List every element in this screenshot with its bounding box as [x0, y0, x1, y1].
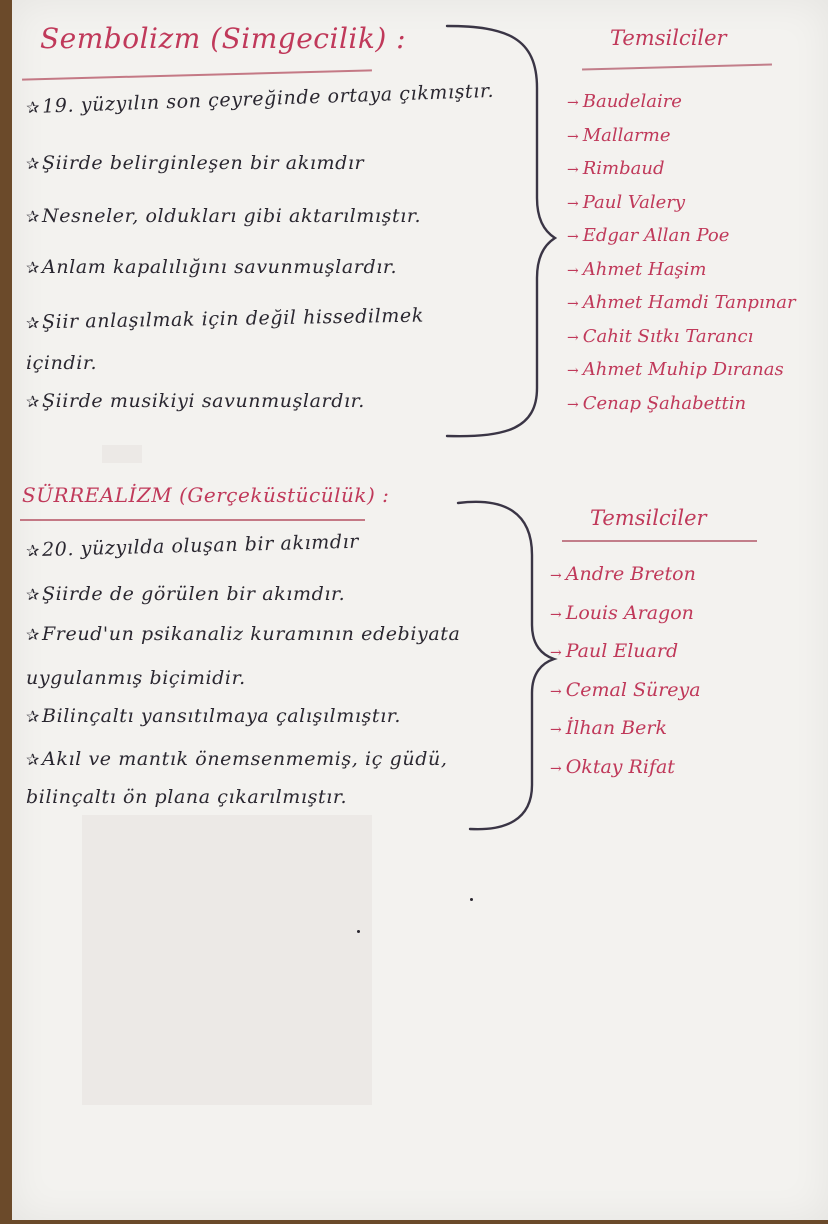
- arrow-right-icon: →: [567, 195, 579, 212]
- star-bullet-icon: ✰: [25, 540, 41, 561]
- star-bullet-icon: ✰: [26, 625, 41, 644]
- arrow-right-icon: →: [550, 722, 562, 738]
- pen-dot: [470, 898, 473, 901]
- symbolism-representatives-underline: [582, 64, 772, 71]
- arrow-right-icon: →: [567, 262, 579, 279]
- arrow-right-icon: →: [550, 683, 562, 700]
- arrow-right-icon: →: [550, 645, 562, 661]
- pen-dot: [357, 930, 360, 933]
- star-bullet-icon: ✰: [26, 707, 41, 726]
- surrealism-title: SÜRREALİZM (Gerçeküstücülük) :: [22, 483, 390, 507]
- surrealism-title-underline: [20, 519, 365, 521]
- surrealism-note: ✰ Freud'un psikanaliz kuramının edebiyata: [26, 623, 461, 645]
- star-bullet-icon: ✰: [26, 750, 41, 769]
- symbolism-curly-brace: [437, 18, 557, 442]
- list-item: → Edgar Allan Poe: [567, 225, 730, 246]
- symbolism-note: ✰ Anlam kapalılığını savunmuşlardır.: [26, 256, 398, 278]
- arrow-right-icon: →: [567, 329, 579, 346]
- star-bullet-icon: ✰: [26, 258, 41, 277]
- symbolism-note: ✰ Şiirde musikiyi savunmuşlardır.: [26, 390, 365, 412]
- list-item: → Paul Eluard: [550, 640, 679, 662]
- star-bullet-icon: ✰: [25, 97, 41, 118]
- list-item: → Paul Valery: [567, 191, 686, 213]
- list-item: → Louis Aragon: [550, 601, 694, 624]
- star-bullet-icon: ✰: [26, 585, 41, 604]
- show-through-block: [102, 445, 142, 463]
- list-item: → Baudelaire: [567, 91, 682, 112]
- arrow-right-icon: →: [567, 162, 579, 178]
- star-bullet-icon: ✰: [26, 392, 41, 411]
- symbolism-representatives-list: [567, 86, 796, 421]
- arrow-right-icon: →: [567, 363, 579, 379]
- surrealism-representatives-heading: Temsilciler: [590, 506, 707, 530]
- surrealism-note-continuation: uygulanmış biçimidir.: [26, 667, 246, 689]
- star-bullet-icon: ✰: [26, 154, 41, 173]
- symbolism-representatives-heading: Temsilciler: [610, 26, 727, 50]
- list-item: → Cenap Şahabettin: [567, 392, 747, 414]
- show-through-block: [82, 815, 372, 1105]
- list-item: → Mallarme: [567, 124, 671, 146]
- notebook-page: [12, 0, 828, 1220]
- symbolism-note: ✰Şiir anlaşılmak için değil hissedilmek: [25, 304, 425, 334]
- star-bullet-icon: ✰: [25, 313, 41, 333]
- surrealism-curly-brace: [450, 495, 560, 835]
- surrealism-representatives-list: [550, 556, 701, 787]
- symbolism-title: Sembolizm (Simgecilik) :: [40, 22, 407, 55]
- list-item: → İlhan Berk: [550, 717, 667, 739]
- arrow-right-icon: →: [567, 95, 579, 111]
- symbolism-note: ✰19. yüzyılın son çeyreğinde ortaya çıkmıştır.: [25, 79, 495, 118]
- surrealism-note: ✰ Akıl ve mantık önemsenmemiş, iç güdü,: [26, 748, 448, 770]
- list-item: → Ahmet Haşim: [567, 258, 707, 280]
- list-item: → Rimbaud: [567, 158, 665, 179]
- symbolism-note: ✰ Şiirde belirginleşen bir akımdır: [26, 152, 365, 174]
- arrow-right-icon: →: [567, 128, 579, 145]
- arrow-right-icon: →: [567, 229, 579, 245]
- symbolism-note: ✰ Nesneler, oldukları gibi aktarılmıştır.: [26, 205, 422, 227]
- list-item: → Cemal Süreya: [550, 678, 701, 701]
- list-item: → Ahmet Muhip Dıranas: [567, 359, 784, 380]
- arrow-right-icon: →: [550, 568, 562, 584]
- surrealism-note: ✰20. yüzyılda oluşan bir akımdır: [25, 530, 360, 561]
- list-item: → Cahit Sıtkı Tarancı: [567, 325, 754, 347]
- surrealism-note: ✰ Şiirde de görülen bir akımdır.: [26, 583, 346, 605]
- arrow-right-icon: →: [550, 760, 562, 777]
- list-item: → Ahmet Hamdi Tanpınar: [567, 292, 796, 313]
- symbolism-note-continuation: içindir.: [26, 352, 98, 374]
- list-item: → Oktay Rifat: [550, 755, 675, 778]
- arrow-right-icon: →: [567, 296, 579, 312]
- arrow-right-icon: →: [550, 606, 562, 623]
- surrealism-representatives-underline: [562, 540, 757, 542]
- arrow-right-icon: →: [567, 396, 579, 413]
- symbolism-title-underline: [22, 69, 372, 80]
- surrealism-note: ✰ Bilinçaltı yansıtılmaya çalışılmıştır.: [26, 705, 402, 727]
- star-bullet-icon: ✰: [26, 207, 41, 226]
- list-item: → Andre Breton: [550, 563, 696, 585]
- surrealism-note-continuation: bilinçaltı ön plana çıkarılmıştır.: [26, 786, 348, 808]
